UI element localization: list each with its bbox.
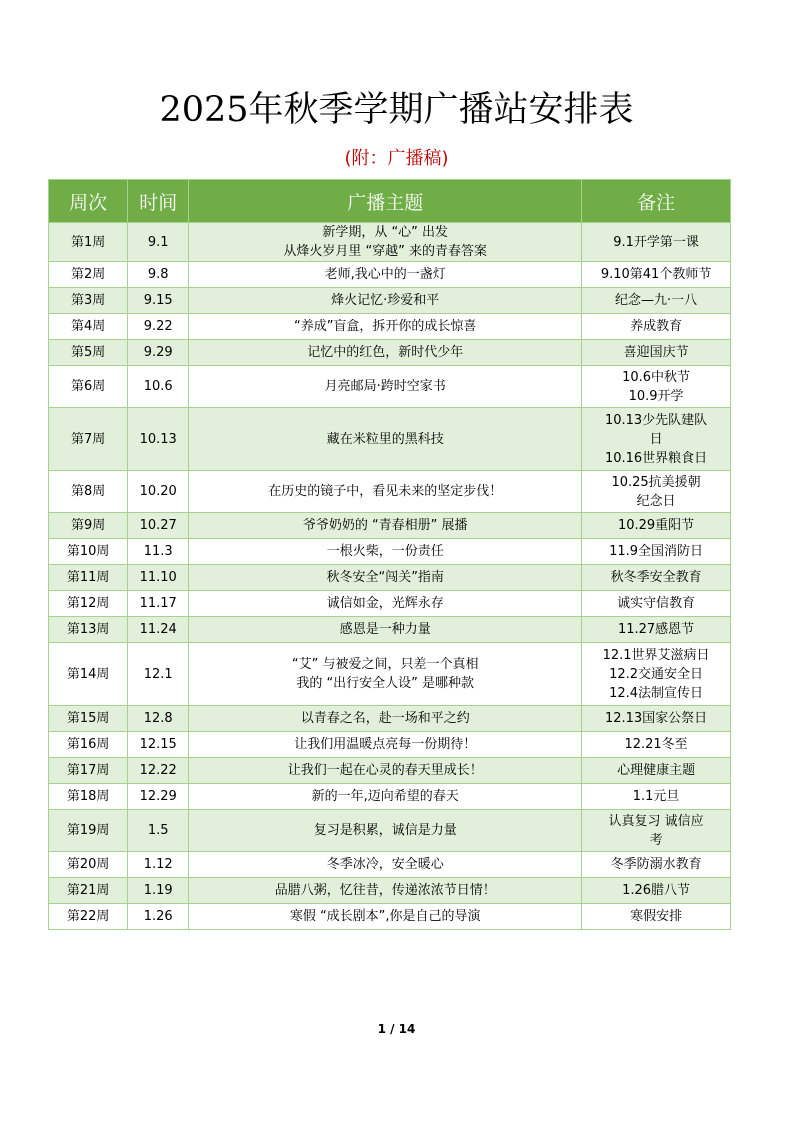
topic-line: 月亮邮局·跨时空家书 [324, 379, 446, 394]
topic-line: 让我们用温暖点亮每一份期待！ [294, 737, 477, 752]
table-body [49, 223, 731, 930]
topic-line: 在历史的镜子中，看见未来的坚定步伐！ [268, 484, 503, 499]
table-row [49, 591, 731, 617]
note-line: 1.1元旦 [632, 789, 680, 804]
note-cell [582, 314, 731, 340]
date-cell: 1.12 [128, 852, 189, 878]
table-row [49, 340, 731, 366]
schedule-table [48, 179, 731, 930]
note-line: 9.10第41个教师节 [600, 267, 712, 282]
note-cell [582, 643, 731, 706]
date-cell: 11.17 [128, 591, 189, 617]
date-cell: 12.8 [128, 706, 189, 732]
topic-cell [189, 288, 582, 314]
note-cell [582, 565, 731, 591]
topic-cell [189, 223, 582, 262]
date-cell: 1.19 [128, 878, 189, 904]
table-row [49, 643, 731, 706]
note-line: 12.21冬至 [624, 737, 688, 752]
topic-line: 以青春之名，赴一场和平之约 [300, 711, 470, 726]
note-cell [582, 366, 731, 408]
topic-line: “养成”盲盒，拆开你的成长惊喜 [293, 319, 477, 334]
table-row [49, 408, 731, 471]
note-cell [582, 810, 731, 852]
note-cell [582, 223, 731, 262]
table-row [49, 565, 731, 591]
topic-line: 品腊八粥，忆往昔，传递浓浓节日情！ [274, 883, 496, 898]
note-line: 12.1世界艾滋病日 [602, 647, 710, 663]
week-cell: 第1周 [49, 223, 128, 262]
date-cell: 10.13 [128, 408, 189, 471]
topic-line: “艾” 与被爱之间，只差一个真相 [291, 657, 479, 672]
topic-cell [189, 539, 582, 565]
header-week: 周次 [49, 180, 128, 223]
note-line: 冬季防溺水教育 [610, 857, 702, 872]
date-cell: 12.22 [128, 758, 189, 784]
table-row [49, 223, 731, 262]
topic-line: 秋冬安全“闯关”指南 [326, 570, 444, 585]
topic-line: 老师,我心中的一盏灯 [324, 267, 446, 282]
note-line: 养成教育 [630, 319, 683, 334]
topic-cell [189, 591, 582, 617]
week-cell: 第14周 [49, 643, 128, 706]
note-cell [582, 539, 731, 565]
table-row [49, 810, 731, 852]
date-cell: 9.1 [128, 223, 189, 262]
week-cell: 第9周 [49, 513, 128, 539]
date-cell: 11.3 [128, 539, 189, 565]
note-line: 纪念日 [636, 493, 676, 509]
date-cell: 10.6 [128, 366, 189, 408]
week-cell: 第19周 [49, 810, 128, 852]
table-row [49, 732, 731, 758]
table-row [49, 314, 731, 340]
note-line: 10.16世界粮食日 [604, 450, 708, 466]
date-cell: 9.29 [128, 340, 189, 366]
date-cell: 10.20 [128, 471, 189, 513]
topic-cell [189, 513, 582, 539]
date-cell: 9.15 [128, 288, 189, 314]
note-line: 10.25抗美援朝 [611, 474, 701, 490]
topic-line: 爷爷奶奶的 “青春相册” 展播 [302, 518, 468, 533]
table-row [49, 262, 731, 288]
header-date: 时间 [128, 180, 189, 223]
week-cell: 第16周 [49, 732, 128, 758]
note-cell [582, 852, 731, 878]
date-cell: 11.10 [128, 565, 189, 591]
topic-cell [189, 732, 582, 758]
week-cell: 第6周 [49, 366, 128, 408]
topic-cell [189, 471, 582, 513]
topic-cell [189, 408, 582, 471]
note-line: 11.27感恩节 [617, 622, 695, 637]
page-title: 2025年秋季学期广播站安排表 [159, 90, 634, 130]
week-cell: 第2周 [49, 262, 128, 288]
topic-cell [189, 314, 582, 340]
note-line: 诚实守信教育 [617, 596, 696, 611]
week-cell: 第21周 [49, 878, 128, 904]
date-cell: 12.1 [128, 643, 189, 706]
note-cell [582, 617, 731, 643]
topic-line: 诚信如金，光辉永存 [326, 596, 444, 611]
note-line: 11.9全国消防日 [609, 544, 704, 559]
week-cell: 第10周 [49, 539, 128, 565]
header-topic: 广播主题 [189, 180, 582, 223]
table-row [49, 878, 731, 904]
table-row [49, 758, 731, 784]
note-cell [582, 591, 731, 617]
week-cell: 第7周 [49, 408, 128, 471]
note-line: 考 [649, 832, 663, 848]
topic-cell [189, 643, 582, 706]
date-cell: 1.5 [128, 810, 189, 852]
note-line: 喜迎国庆节 [623, 345, 689, 360]
week-cell: 第3周 [49, 288, 128, 314]
note-line: 10.9开学 [628, 388, 684, 404]
week-cell: 第12周 [49, 591, 128, 617]
table-row [49, 539, 731, 565]
note-line: 心理健康主题 [617, 763, 696, 778]
note-cell [582, 732, 731, 758]
week-cell: 第20周 [49, 852, 128, 878]
topic-cell [189, 852, 582, 878]
topic-cell [189, 262, 582, 288]
topic-cell [189, 904, 582, 930]
date-cell: 9.8 [128, 262, 189, 288]
topic-cell [189, 366, 582, 408]
topic-cell [189, 810, 582, 852]
week-cell: 第13周 [49, 617, 128, 643]
week-cell: 第4周 [49, 314, 128, 340]
note-cell [582, 262, 731, 288]
topic-line: 一根火柴，一份责任 [326, 544, 444, 559]
page-number: 1 / 14 [377, 1022, 416, 1036]
note-line: 秋冬季安全教育 [610, 570, 702, 585]
note-line: 12.13国家公祭日 [604, 711, 708, 726]
topic-line: 从烽火岁月里 “穿越” 来的青春答案 [283, 244, 488, 259]
topic-line: 藏在米粒里的黑科技 [326, 431, 444, 447]
note-line: 9.1开学第一课 [613, 234, 699, 250]
week-cell: 第8周 [49, 471, 128, 513]
week-cell: 第15周 [49, 706, 128, 732]
table-row [49, 904, 731, 930]
week-cell: 第5周 [49, 340, 128, 366]
topic-line: 烽火记忆·珍爱和平 [331, 293, 440, 308]
topic-cell [189, 878, 582, 904]
note-line: 寒假安排 [630, 909, 683, 924]
date-cell: 1.26 [128, 904, 189, 930]
week-cell: 第18周 [49, 784, 128, 810]
table-row [49, 288, 731, 314]
note-line: 日 [649, 431, 663, 447]
week-cell: 第11周 [49, 565, 128, 591]
note-cell [582, 758, 731, 784]
table-row [49, 513, 731, 539]
table-row [49, 852, 731, 878]
week-cell: 第22周 [49, 904, 128, 930]
topic-cell [189, 784, 582, 810]
topic-line: 冬季冰冷，安全暖心 [326, 857, 444, 872]
table-row [49, 617, 731, 643]
table-row [49, 366, 731, 408]
note-cell [582, 340, 731, 366]
note-cell [582, 878, 731, 904]
topic-cell [189, 340, 582, 366]
note-line: 10.13少先队建队 [604, 412, 708, 428]
topic-line: 新学期，从 “心” 出发 [322, 225, 449, 240]
table-row [49, 706, 731, 732]
topic-cell [189, 617, 582, 643]
note-cell [582, 471, 731, 513]
header-note: 备注 [582, 180, 731, 223]
week-cell: 第17周 [49, 758, 128, 784]
date-cell: 10.27 [128, 513, 189, 539]
note-line: 10.6中秋节 [622, 369, 691, 385]
topic-line: 我的 “出行安全人设” 是哪种款 [296, 676, 475, 691]
topic-line: 感恩是一种力量 [339, 622, 431, 637]
page-subtitle: (附：广播稿) [344, 148, 449, 169]
note-line: 10.29重阳节 [617, 518, 695, 533]
date-cell: 9.22 [128, 314, 189, 340]
topic-line: 寒假 “成长剧本”,你是自己的导演 [289, 909, 481, 924]
note-cell [582, 288, 731, 314]
note-cell [582, 784, 731, 810]
date-cell: 12.29 [128, 784, 189, 810]
topic-cell [189, 706, 582, 732]
table-row [49, 471, 731, 513]
note-cell [582, 513, 731, 539]
topic-line: 记忆中的红色，新时代少年 [307, 345, 464, 360]
note-line: 认真复习 诚信应 [608, 813, 704, 829]
table-row [49, 784, 731, 810]
note-line: 12.4法制宣传日 [609, 685, 704, 701]
topic-line: 让我们一起在心灵的春天里成长！ [287, 763, 483, 778]
topic-cell [189, 565, 582, 591]
note-line: 12.2交通安全日 [609, 666, 704, 682]
table-header-row [49, 180, 731, 223]
topic-line: 复习是积累，诚信是力量 [313, 823, 457, 838]
topic-line: 新的一年,迈向希望的春天 [311, 789, 459, 804]
note-cell [582, 408, 731, 471]
note-cell [582, 706, 731, 732]
note-cell [582, 904, 731, 930]
note-line: 1.26腊八节 [622, 883, 691, 898]
date-cell: 12.15 [128, 732, 189, 758]
date-cell: 11.24 [128, 617, 189, 643]
topic-cell [189, 758, 582, 784]
note-line: 纪念—九·一八 [615, 293, 698, 308]
